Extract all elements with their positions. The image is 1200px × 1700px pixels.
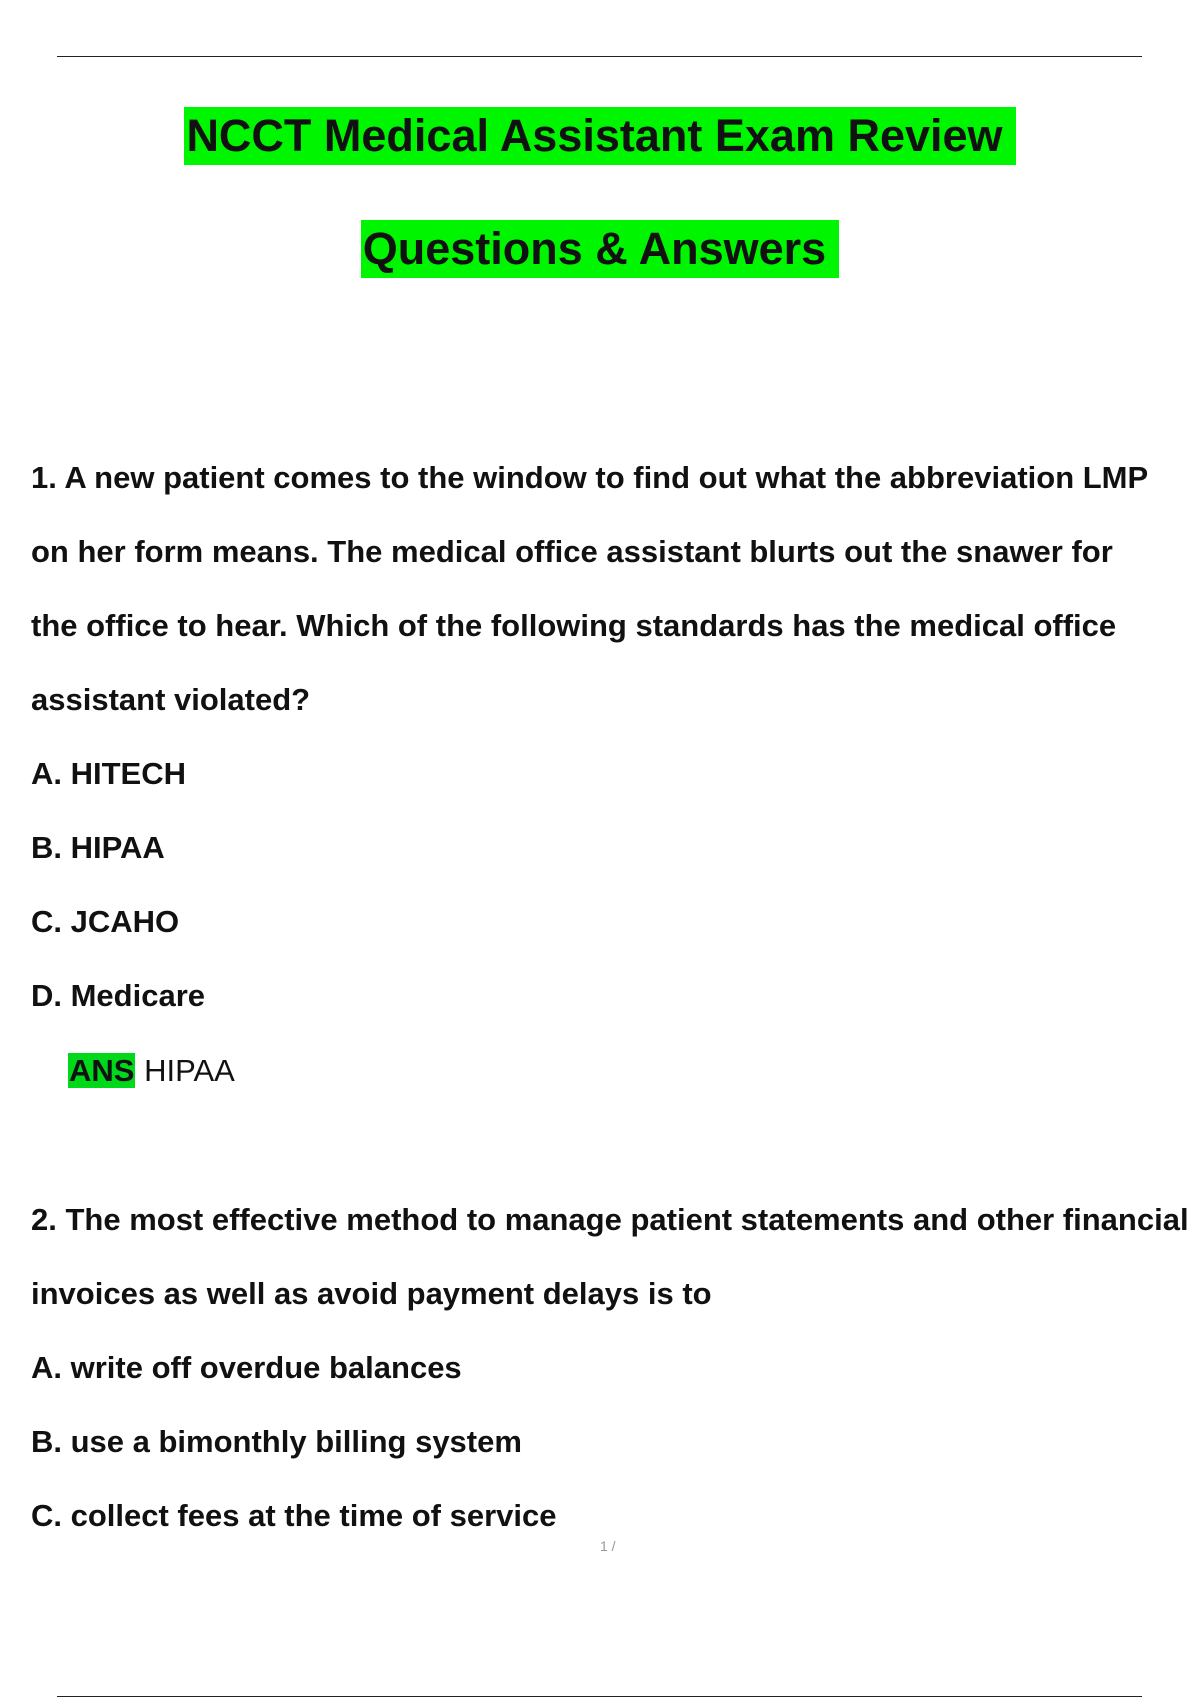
question-2 xyxy=(31,1183,1200,1553)
title-line-2-wrap xyxy=(0,220,1200,278)
document-title: NCCT Medical Assistant Exam Review xyxy=(184,107,1015,165)
document-subtitle: Questions & Answers xyxy=(361,220,839,278)
question-1-line-4: assistant violated? xyxy=(31,682,311,717)
answer-tag: ANS xyxy=(69,1053,135,1088)
question-1-line-3: the office to hear. Which of the following standards has the medical office xyxy=(31,608,1117,643)
answer-text: HIPAA xyxy=(144,1053,235,1088)
top-rule xyxy=(57,56,1142,57)
question-1-option-d: D. Medicare xyxy=(31,978,206,1013)
question-2-line-1: 2. The most effective method to manage patient statements and other financial xyxy=(31,1202,1189,1237)
question-2-option-c: C. collect fees at the time of service xyxy=(31,1498,557,1533)
question-2-line-2: invoices as well as avoid payment delays is to xyxy=(31,1276,712,1311)
question-1-option-a: A. HITECH xyxy=(31,756,186,791)
question-1-option-b: B. HIPAA xyxy=(31,830,165,865)
bottom-rule xyxy=(57,1696,1142,1697)
question-1 xyxy=(31,441,1200,1033)
question-1-answer xyxy=(68,1034,235,1108)
title-line-1-wrap xyxy=(0,107,1200,165)
question-2-option-a: A. write off overdue balances xyxy=(31,1350,462,1385)
question-1-line-1: 1. A new patient comes to the window to find out what the abbreviation LMP xyxy=(31,460,1149,495)
question-1-line-2: on her form means. The medical office assistant blurts out the snawer for xyxy=(31,534,1113,569)
question-2-option-b: B. use a bimonthly billing system xyxy=(31,1424,522,1459)
question-1-option-c: C. JCAHO xyxy=(31,904,180,939)
page-number: 1 / xyxy=(600,1538,616,1554)
